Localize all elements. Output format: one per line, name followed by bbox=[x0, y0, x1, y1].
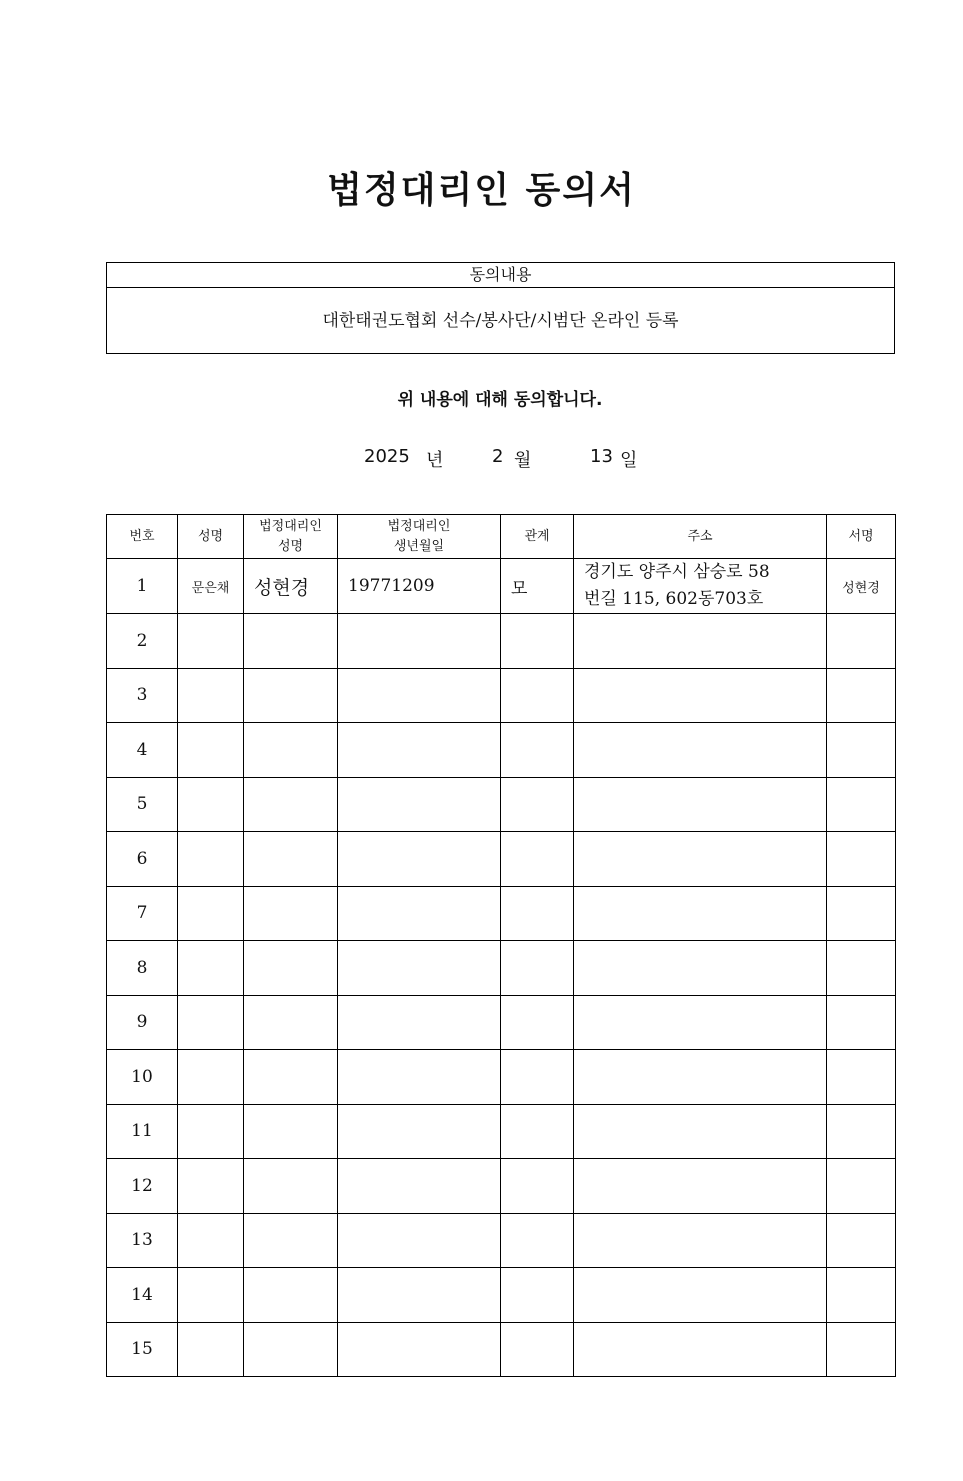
cell-signature bbox=[827, 886, 896, 941]
cell-address bbox=[574, 886, 827, 941]
cell-relation bbox=[501, 886, 574, 941]
cell-signature bbox=[827, 832, 896, 887]
cell-rep-name bbox=[244, 777, 338, 832]
cell-address bbox=[574, 1159, 827, 1214]
cell-rep-birth bbox=[338, 614, 501, 669]
cell-name bbox=[178, 777, 244, 832]
cell-relation bbox=[501, 941, 574, 996]
table-row bbox=[107, 886, 896, 941]
cell-no: 7 bbox=[107, 886, 178, 941]
header-name: 성명 bbox=[178, 515, 244, 559]
cell-address bbox=[574, 941, 827, 996]
cell-relation bbox=[501, 614, 574, 669]
cell-address-line2: 번길 115, 602동703호 bbox=[584, 589, 764, 609]
cell-rep-name bbox=[244, 832, 338, 887]
cell-no: 8 bbox=[107, 941, 178, 996]
cell-no: 15 bbox=[107, 1322, 178, 1377]
table-row bbox=[107, 668, 896, 723]
cell-rep-birth bbox=[338, 1104, 501, 1159]
cell-relation bbox=[501, 668, 574, 723]
cell-no: 4 bbox=[107, 723, 178, 778]
cell-rep-name bbox=[244, 1213, 338, 1268]
cell-signature bbox=[827, 1104, 896, 1159]
cell-rep-birth: 19771209 bbox=[338, 559, 501, 614]
table-row bbox=[107, 941, 896, 996]
consent-content: 대한태권도협회 선수/봉사단/시범단 온라인 등록 bbox=[322, 311, 679, 331]
cell-name bbox=[178, 1213, 244, 1268]
cell-rep-name bbox=[244, 1159, 338, 1214]
cell-relation bbox=[501, 723, 574, 778]
cell-rep-name bbox=[244, 886, 338, 941]
cell-relation bbox=[501, 1213, 574, 1268]
cell-signature bbox=[827, 1050, 896, 1105]
cell-no: 11 bbox=[107, 1104, 178, 1159]
date-day: 13 bbox=[590, 446, 613, 467]
consent-header: 동의내용 bbox=[107, 263, 894, 288]
cell-rep-name bbox=[244, 723, 338, 778]
cell-relation bbox=[501, 1050, 574, 1105]
cell-name: 문은채 bbox=[178, 559, 244, 614]
date-day-unit: 일 bbox=[620, 450, 638, 471]
representative-table bbox=[106, 514, 896, 1377]
table-row bbox=[107, 559, 896, 614]
cell-no: 2 bbox=[107, 614, 178, 669]
cell-name bbox=[178, 1050, 244, 1105]
cell-name bbox=[178, 1104, 244, 1159]
header-rep-birth bbox=[338, 515, 501, 559]
table-row bbox=[107, 614, 896, 669]
cell-no: 13 bbox=[107, 1213, 178, 1268]
cell-address bbox=[574, 668, 827, 723]
cell-name bbox=[178, 832, 244, 887]
cell-relation bbox=[501, 1104, 574, 1159]
cell-name bbox=[178, 995, 244, 1050]
consent-box bbox=[106, 262, 895, 354]
cell-no: 12 bbox=[107, 1159, 178, 1214]
cell-rep-name bbox=[244, 1104, 338, 1159]
cell-address bbox=[574, 1213, 827, 1268]
cell-address bbox=[574, 723, 827, 778]
cell-rep-birth bbox=[338, 995, 501, 1050]
cell-address bbox=[574, 1268, 827, 1323]
table-row bbox=[107, 777, 896, 832]
table-header-row bbox=[107, 515, 896, 559]
table-row bbox=[107, 1322, 896, 1377]
cell-rep-birth bbox=[338, 1159, 501, 1214]
cell-no: 6 bbox=[107, 832, 178, 887]
cell-rep-name: 성현경 bbox=[244, 559, 338, 614]
cell-rep-birth bbox=[338, 1213, 501, 1268]
cell-name bbox=[178, 1159, 244, 1214]
cell-rep-birth bbox=[338, 941, 501, 996]
cell-address bbox=[574, 1104, 827, 1159]
table-row bbox=[107, 1213, 896, 1268]
cell-name bbox=[178, 668, 244, 723]
cell-name bbox=[178, 1268, 244, 1323]
table-row bbox=[107, 1050, 896, 1105]
cell-address bbox=[574, 777, 827, 832]
table-row bbox=[107, 1159, 896, 1214]
header-rep-birth-line2: 생년월일 bbox=[393, 538, 445, 554]
cell-signature bbox=[827, 995, 896, 1050]
cell-no: 3 bbox=[107, 668, 178, 723]
cell-name bbox=[178, 614, 244, 669]
cell-relation bbox=[501, 832, 574, 887]
cell-relation: 모 bbox=[501, 559, 574, 614]
table-row bbox=[107, 1268, 896, 1323]
cell-rep-name bbox=[244, 1268, 338, 1323]
cell-address bbox=[574, 614, 827, 669]
cell-rep-birth bbox=[338, 723, 501, 778]
cell-name bbox=[178, 723, 244, 778]
cell-rep-birth bbox=[338, 832, 501, 887]
agree-statement: 위 내용에 대해 동의합니다. bbox=[397, 390, 603, 410]
cell-relation bbox=[501, 777, 574, 832]
cell-relation bbox=[501, 1159, 574, 1214]
date-year: 2025 bbox=[364, 446, 410, 467]
cell-rep-name bbox=[244, 995, 338, 1050]
cell-signature bbox=[827, 1322, 896, 1377]
cell-name bbox=[178, 1322, 244, 1377]
cell-no: 9 bbox=[107, 995, 178, 1050]
header-signature: 서명 bbox=[827, 515, 896, 559]
cell-signature: 성현경 bbox=[827, 559, 896, 614]
date-month: 2 bbox=[492, 446, 504, 467]
header-rep-name-line2: 성명 bbox=[277, 538, 304, 554]
cell-rep-birth bbox=[338, 1050, 501, 1105]
table-row bbox=[107, 1104, 896, 1159]
cell-no: 1 bbox=[107, 559, 178, 614]
cell-rep-birth bbox=[338, 1322, 501, 1377]
cell-name bbox=[178, 941, 244, 996]
cell-rep-birth bbox=[338, 668, 501, 723]
cell-address bbox=[574, 1322, 827, 1377]
cell-rep-name bbox=[244, 668, 338, 723]
cell-no: 10 bbox=[107, 1050, 178, 1105]
date-year-unit: 년 bbox=[426, 450, 444, 471]
cell-rep-name bbox=[244, 614, 338, 669]
cell-address bbox=[574, 559, 827, 614]
cell-no: 5 bbox=[107, 777, 178, 832]
header-no: 번호 bbox=[107, 515, 178, 559]
document-title: 법정대리인 동의서 bbox=[327, 170, 636, 211]
table-row bbox=[107, 723, 896, 778]
table-row bbox=[107, 995, 896, 1050]
date-month-unit: 월 bbox=[514, 450, 532, 471]
header-address: 주소 bbox=[574, 515, 827, 559]
cell-signature bbox=[827, 777, 896, 832]
header-rep-name bbox=[244, 515, 338, 559]
cell-relation bbox=[501, 995, 574, 1050]
cell-address-line1: 경기도 양주시 삼숭로 58 bbox=[584, 562, 770, 582]
header-rep-birth-line1: 법정대리인 bbox=[387, 518, 451, 534]
cell-rep-birth bbox=[338, 777, 501, 832]
cell-address bbox=[574, 832, 827, 887]
cell-rep-name bbox=[244, 941, 338, 996]
header-relation: 관계 bbox=[501, 515, 574, 559]
cell-rep-name bbox=[244, 1050, 338, 1105]
cell-address bbox=[574, 995, 827, 1050]
cell-rep-birth bbox=[338, 1268, 501, 1323]
cell-relation bbox=[501, 1268, 574, 1323]
cell-signature bbox=[827, 1213, 896, 1268]
cell-address bbox=[574, 1050, 827, 1105]
cell-name bbox=[178, 886, 244, 941]
cell-signature bbox=[827, 941, 896, 996]
cell-signature bbox=[827, 723, 896, 778]
cell-relation bbox=[501, 1322, 574, 1377]
cell-rep-birth bbox=[338, 886, 501, 941]
cell-signature bbox=[827, 668, 896, 723]
cell-signature bbox=[827, 1159, 896, 1214]
table-row bbox=[107, 832, 896, 887]
cell-signature bbox=[827, 614, 896, 669]
cell-no: 14 bbox=[107, 1268, 178, 1323]
cell-signature bbox=[827, 1268, 896, 1323]
header-rep-name-line1: 법정대리인 bbox=[259, 518, 322, 534]
cell-rep-name bbox=[244, 1322, 338, 1377]
